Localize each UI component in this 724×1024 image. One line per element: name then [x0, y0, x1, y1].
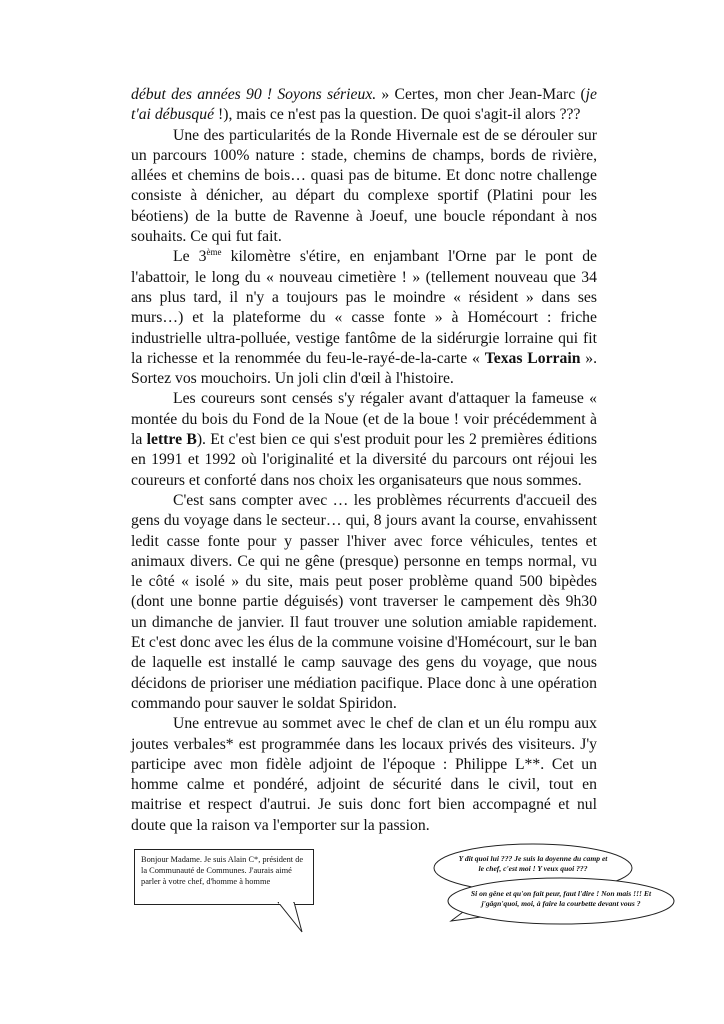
paragraph-2: Une des particularités de la Ronde Hivernale est de se dérouler sur un parcours 100% nature : stade, chemins de champs, bords de rivière, allées et chemins de bois… quasi pas de bitume. Et donc notre challenge consiste à dénicher, au départ du complexe sportif (Platini pour les béotiens) de la butte de Ravenne à Joeuf, une boucle répondant à nos souhaits. Ce qui fut fait.: [131, 126, 597, 246]
speech-tail-left: [270, 902, 310, 936]
speech-text-left: Bonjour Madame. Je suis Alain C*, président de la Communauté de Communes. J'aurais aimé parler à votre chef, d'homme à homme: [141, 855, 304, 886]
paragraph-5: C'est sans compter avec … les problèmes récurrents d'accueil des gens du voyage dans le secteur… qui, 8 jours avant la course, envahissent ledit casse fonte pour y passer l'hiver avec force véhicules, tentes et animaux divers. Ce qui ne gêne (presque) personne en temps normal, vu le côté « isolé » du site, mais peut poser problème quand 500 bipèdes (dont une bonne partie déguisés) vont traverser le campement dès 9h30 un dimanche de janvier. Il faut trouver une solution amiable rapidement. Et c'est donc avec les élus de la commune voisine d'Homécourt, sur le ban de laquelle est installé le camp sauvage des gens du voyage, que nous décidons de prioriser une médiation pacifique. Place donc à une opération commando pour sauver le soldat Spiridon.: [131, 491, 597, 712]
superscript: ème: [206, 247, 222, 258]
paragraph-4: [131, 389, 597, 490]
text-run: kilomètre s'étire, en enjambant l'Orne par le pont de l'abattoir, le long du « nouveau cimetière ! » (tellement nouveau que 34 ans plus tard, il n'y a toujours pas le moindre « résident » dans ses murs…) et la plateforme du « casse fonte » à Homécourt : friche industrielle ultra-polluée, vestige fantôme de la sidérurgie lorraine qui fit la richesse et la renommée du feu-le-rayé-de-la-carte «: [131, 248, 598, 367]
italic-quote: début des années 90 ! Soyons sérieux.: [131, 86, 377, 103]
bold-term: Texas Lorrain: [484, 349, 581, 367]
text-run: ). Et c'est bien ce qui s'est produit pour les 2 premières éditions en 1991 et 1992 où l'originalité et la diversité du parcours ont réjoui les coureurs et conforté dans nos choix les organisateurs que nous sommes.: [131, 431, 598, 489]
text-run: ». Sortez vos mouchoirs. Un joli clin d'œil à l'histoire.: [131, 349, 598, 388]
speech-text-right-bottom: Si on gêne et qu'on fait peur, faut l'dire ! Non mais !!! Et j'gâgn'quoi, moi, à faire la courbette devant vous ?: [470, 889, 652, 908]
paragraph-3: [131, 247, 597, 389]
bold-term: lettre B: [146, 431, 197, 449]
text-run: !), mais ce n'est pas la question. De quoi s'agit-il alors ???: [214, 106, 581, 124]
text-run: Le 3: [173, 248, 207, 266]
text-run: Les coureurs sont censés s'y régaler avant d'attaquer la fameuse « montée du bois du Fond de la Noue (et de la boue ! voir précédemment à la: [131, 390, 597, 449]
text-run: » Certes, mon cher Jean-Marc (: [376, 86, 586, 103]
document-body: [131, 85, 597, 836]
speech-box-left: [134, 849, 314, 905]
speech-text-right-top: Y dit quoi lui ??? Je suis la doyenne du camp et le chef, c'est moi ! Y veux quoi ???: [458, 854, 608, 873]
speech-bubble-right-bottom: [447, 877, 675, 925]
paragraph-1: [131, 85, 597, 126]
italic-aside: je t'ai débusqué: [131, 86, 597, 124]
paragraph-6: Une entrevue au sommet avec le chef de clan et un élu rompu aux joutes verbales* est programmée dans les locaux privés des visiteurs. J'y participe avec mon fidèle adjoint de l'époque : Philippe L**. Cet un homme calme et pondéré, adjoint de sécurité dans le civil, tout en maitrise et respect d'autrui. Je suis donc fort bien accompagné et nul doute que la raison va l'emporter sur la passion.: [131, 715, 597, 834]
